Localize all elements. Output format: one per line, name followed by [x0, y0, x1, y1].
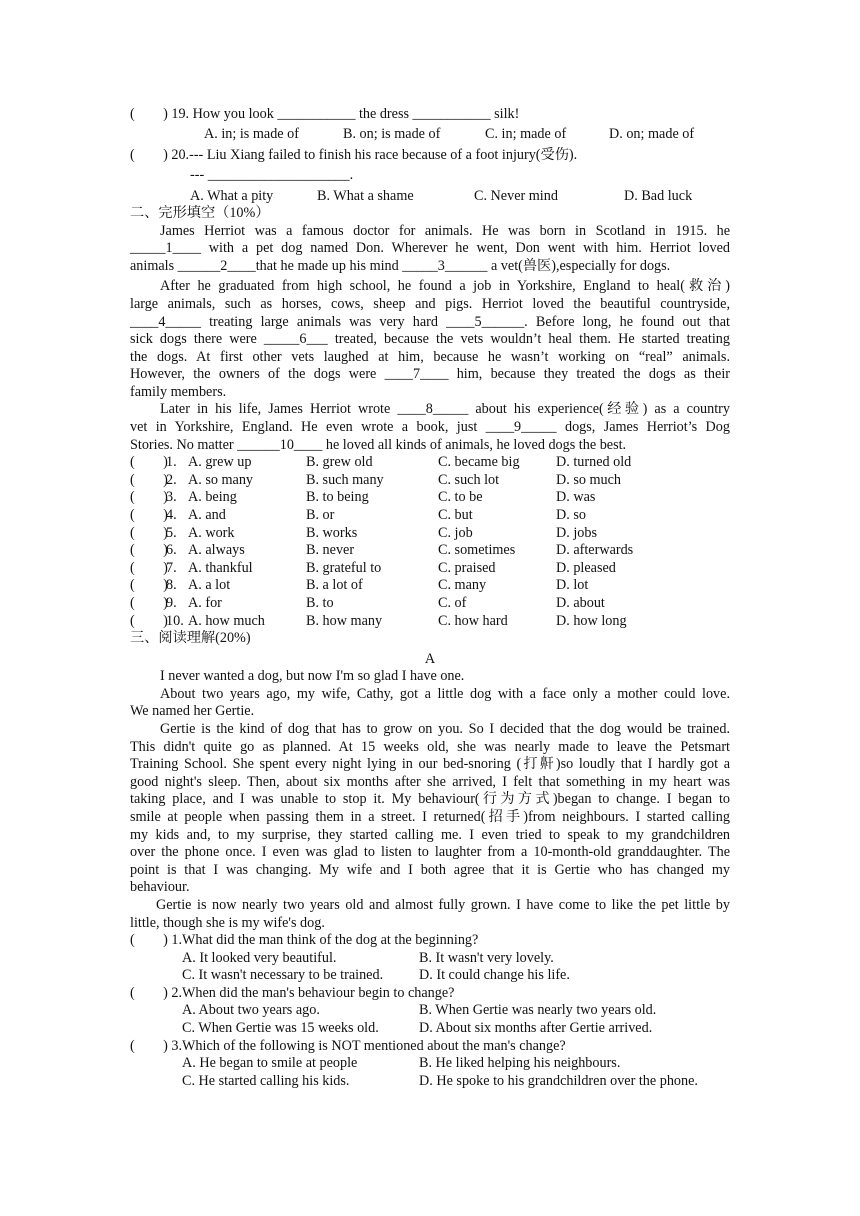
- option-a: A. It looked very beautiful.: [182, 949, 337, 966]
- reading-option-row: [130, 950, 730, 968]
- reading-option-row: [130, 967, 730, 985]
- reading-option-row: [130, 1055, 730, 1073]
- cloze-p3-line3: Stories. No matter ______10____ he loved all kinds of animals, he loved dogs the best.: [130, 436, 627, 453]
- reading-p4-line1: Gertie is now nearly two years old and almost fully grown. I have come to like the pet little by: [156, 896, 730, 913]
- option-d: D. turned old: [556, 454, 632, 471]
- reading-p2-line1: About two years ago, my wife, Cathy, got a little dog with a face only a mother could love.: [160, 685, 730, 702]
- cloze-p2-line5: the dogs. At first other vets laughed at him, because he wasn’t working on “real” animals.: [130, 348, 730, 365]
- reading-p3-line1: Gertie is the kind of dog that has to grow on you. So I decided that the dog would be trained.: [160, 720, 730, 737]
- option-b: B. to: [306, 595, 334, 612]
- option-a: A. for: [188, 595, 222, 612]
- cloze-question-row: [130, 577, 730, 595]
- question-20-stem: ( ) 20.--- Liu Xiang failed to finish his race because of a foot injury(受伤).: [130, 146, 578, 163]
- reading-p3-line5: taking place, and I was unable to stop it. My behaviour(行为方式)began to change. I began to: [130, 791, 730, 808]
- reading-p3-line3: Training School. She spent every night lying in our bed-snoring (打鼾)so loudly that I hardly got a: [130, 756, 730, 773]
- cloze-question-row: [130, 489, 730, 507]
- option-d: D. so much: [556, 471, 622, 488]
- reading-p1-line1: I never wanted a dog, but now I'm so glad I have one.: [160, 668, 465, 685]
- option-b: B. never: [306, 542, 355, 559]
- question-number: 5.: [166, 524, 177, 541]
- reading-question-list: [130, 932, 730, 1090]
- option-b: B. or: [306, 507, 335, 524]
- cloze-question-row: [130, 542, 730, 560]
- option-a: A. thankful: [188, 559, 253, 576]
- option-a: A. He began to smile at people: [182, 1055, 358, 1072]
- reading-question-stem: ( ) 2.When did the man's behaviour begin to change?: [130, 984, 455, 1001]
- option-c: C. He started calling his kids.: [182, 1072, 350, 1089]
- reading-p3-line10: behaviour.: [130, 879, 190, 896]
- question-number: 7.: [166, 559, 177, 576]
- option-d: D. pleased: [556, 559, 616, 576]
- question-number: 3.: [166, 489, 177, 506]
- cloze-question-row: [130, 560, 730, 578]
- option-c: C. to be: [438, 489, 483, 506]
- reading-option-row: [130, 1002, 730, 1020]
- option-b: B. to being: [306, 489, 369, 506]
- question-19-stem: ( ) 19. How you look ___________ the dress ___________ silk!: [130, 106, 520, 122]
- reading-heading: 三、阅读理解(20%): [130, 630, 251, 647]
- option-a: A. What a pity: [190, 187, 274, 204]
- question-number: 6.: [166, 542, 177, 559]
- option-d: D. About six months after Gertie arrived.: [419, 1020, 653, 1037]
- option-c: C. but: [438, 507, 473, 524]
- cloze-p3-line1: Later in his life, James Herriot wrote ____8_____ about his experience(经验) as a country: [160, 401, 730, 418]
- option-d: D. so: [556, 507, 586, 524]
- option-d: D. It could change his life.: [419, 967, 570, 984]
- option-a: A. a lot: [188, 577, 231, 594]
- cloze-p2-line1: After he graduated from high school, he found a job in Yorkshire, England to heal(救治): [160, 278, 730, 295]
- option-c: C. Never mind: [474, 187, 558, 204]
- cloze-question-row: [130, 525, 730, 543]
- cloze-p3-line2: vet in Yorkshire, England. He even wrote a book, just ____9_____ dogs, James Herriot’s Dog: [130, 419, 730, 436]
- option-a: A. being: [188, 489, 237, 506]
- reading-option-row: [130, 1073, 730, 1091]
- option-b: B. works: [306, 524, 358, 541]
- question-number: 10.: [166, 612, 184, 629]
- option-a: A. grew up: [188, 454, 252, 471]
- reading-p3-line7: my kids and, to my surprise, they started calling me. I even tried to speak to my grandchildren: [130, 826, 730, 843]
- answer-paren[interactable]: ( ): [130, 489, 168, 506]
- answer-paren[interactable]: ( ): [130, 454, 168, 471]
- question-19-options: [130, 126, 730, 144]
- answer-paren[interactable]: ( ): [130, 471, 168, 488]
- reading-p3-line6: smile at people when passing them in a street. I returned(招手)from neighbours. I started calling: [130, 808, 730, 825]
- option-b: B. What a shame: [317, 187, 414, 204]
- option-d: D. how long: [556, 612, 627, 629]
- reading-question-stem: ( ) 1.What did the man think of the dog at the beginning?: [130, 932, 479, 949]
- option-c: C. praised: [438, 559, 496, 576]
- reading-option-row: [130, 1020, 730, 1038]
- option-d: D. about: [556, 595, 605, 612]
- passage-label: A: [424, 650, 436, 667]
- cloze-question-row: [130, 613, 730, 631]
- question-20-options: [130, 188, 730, 206]
- option-d: D. Bad luck: [624, 187, 693, 204]
- answer-paren[interactable]: ( ): [130, 577, 168, 594]
- option-c: C. how hard: [438, 612, 508, 629]
- reading-p3-line9: point is that I was changing. My wife and I both agree that it is Gertie who has changed my: [130, 861, 730, 878]
- option-b: B. such many: [306, 471, 384, 488]
- option-b: B. It wasn't very lovely.: [419, 949, 554, 966]
- option-c: C. in; made of: [485, 126, 567, 143]
- cloze-p2-line7: family members.: [130, 383, 227, 400]
- option-c: C. job: [438, 524, 473, 541]
- reading-question-stem: ( ) 3.Which of the following is NOT mentioned about the man's change?: [130, 1037, 566, 1054]
- option-b: B. grateful to: [306, 559, 382, 576]
- question-20-reply: --- ____________________.: [190, 167, 354, 184]
- option-d: D. lot: [556, 577, 589, 594]
- cloze-heading: 二、完形填空（10%）: [130, 205, 270, 222]
- answer-paren[interactable]: ( ): [130, 507, 168, 524]
- option-b: B. grew old: [306, 454, 373, 471]
- cloze-question-row: [130, 507, 730, 525]
- option-a: A. About two years ago.: [182, 1002, 320, 1019]
- option-b: B. He liked helping his neighbours.: [419, 1055, 621, 1072]
- cloze-p1-line1: James Herriot was a famous doctor for animals. He was born in Scotland in 1915. he: [160, 222, 730, 239]
- cloze-question-list: [130, 454, 730, 630]
- option-a: A. how much: [188, 612, 265, 629]
- option-c: C. such lot: [438, 471, 500, 488]
- option-b: B. a lot of: [306, 577, 363, 594]
- cloze-p1-line3: animals ______2____that he made up his mind _____3______ a vet(兽医),especially for dogs.: [130, 257, 671, 274]
- reading-p3-line4: good night's sleep. Then, about six months after she arrived, I felt that something in my heart was: [130, 773, 730, 790]
- cloze-question-row: [130, 454, 730, 472]
- answer-paren[interactable]: ( ): [130, 559, 168, 576]
- option-a: A. in; is made of: [204, 126, 299, 143]
- option-b: B. on; is made of: [343, 126, 441, 143]
- option-b: B. how many: [306, 612, 383, 629]
- cloze-p2-line6: However, the owners of the dogs were ____7____ him, because they treated the dogs as their: [130, 366, 730, 383]
- option-a: A. work: [188, 524, 235, 541]
- page-content: [130, 106, 730, 1090]
- option-a: A. and: [188, 507, 226, 524]
- option-c: C. became big: [438, 454, 520, 471]
- option-a: A. so many: [188, 471, 254, 488]
- option-c: C. many: [438, 577, 487, 594]
- reading-p4-line2: little, though she is my wife's dog.: [130, 914, 325, 931]
- option-a: A. always: [188, 542, 245, 559]
- option-c: C. sometimes: [438, 542, 516, 559]
- question-number: 4.: [166, 507, 177, 524]
- cloze-question-row: [130, 595, 730, 613]
- option-d: D. He spoke to his grandchildren over the phone.: [419, 1072, 698, 1089]
- reading-p3-line8: over the phone once. I even was glad to listen to laughter from a 10-month-old granddaughter. The: [130, 844, 730, 861]
- option-d: D. afterwards: [556, 542, 634, 559]
- reading-p3-line2: This didn't quite go as planned. At 15 weeks old, she was nearly made to leave the Petsmart: [130, 738, 730, 755]
- reading-p2-line2: We named her Gertie.: [130, 703, 255, 720]
- cloze-p2-line4: sick dogs there were _____6___ treated, because the vets wouldn’t heal them. He started treating: [130, 331, 730, 348]
- option-b: B. When Gertie was nearly two years old.: [419, 1002, 657, 1019]
- option-d: D. on; made of: [609, 126, 695, 143]
- question-number: 8.: [166, 577, 177, 594]
- option-d: D. jobs: [556, 524, 597, 541]
- option-c: C. of: [438, 595, 467, 612]
- option-c: C. It wasn't necessary to be trained.: [182, 967, 384, 984]
- question-number: 1.: [166, 454, 177, 471]
- answer-paren[interactable]: ( ): [130, 612, 168, 629]
- cloze-question-row: [130, 472, 730, 490]
- answer-paren[interactable]: ( ): [130, 595, 168, 612]
- question-number: 2.: [166, 471, 177, 488]
- option-c: C. When Gertie was 15 weeks old.: [182, 1020, 379, 1037]
- question-number: 9.: [166, 595, 177, 612]
- cloze-p1-line2: _____1____ with a pet dog named Don. Wherever he went, Don went with him. Herriot loved: [130, 240, 730, 257]
- cloze-p2-line3: ____4_____ treating large animals was very hard ____5______. Before long, he found out that: [130, 313, 730, 330]
- cloze-p2-line2: large animals, such as horses, cows, sheep and pigs. Herriot loved the beautiful countryside,: [130, 295, 730, 312]
- option-d: D. was: [556, 489, 596, 506]
- answer-paren[interactable]: ( ): [130, 524, 168, 541]
- answer-paren[interactable]: ( ): [130, 542, 168, 559]
